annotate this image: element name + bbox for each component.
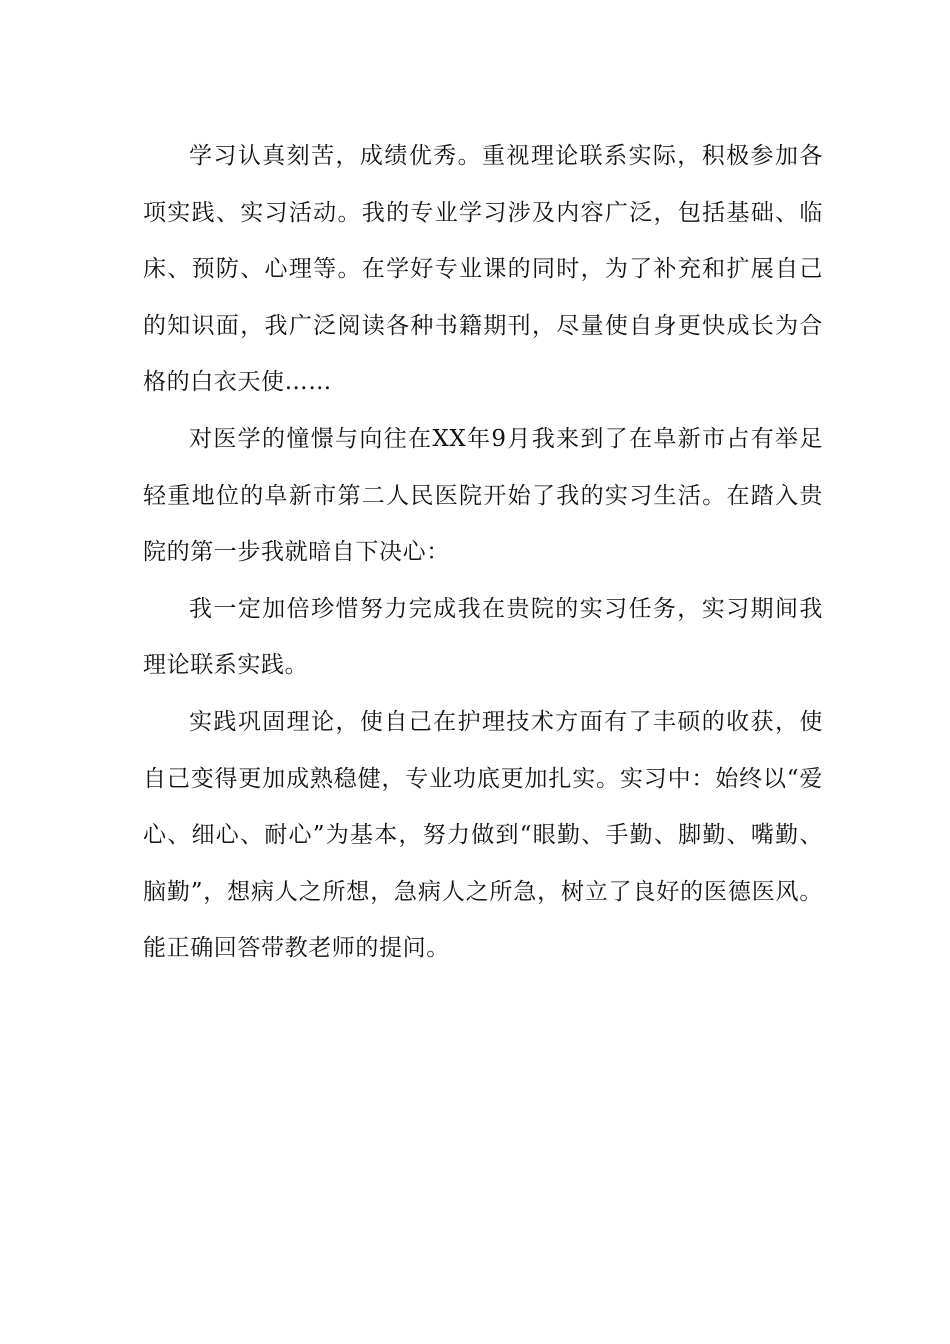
paragraph-2: 对医学的憧憬与向往在XX年9月我来到了在阜新市占有举足轻重地位的阜新市第二人民医院开始了我的实习生活。在踏入贵院的第一步我就暗自下决心： bbox=[143, 425, 823, 566]
document-body bbox=[143, 128, 823, 977]
paragraph-3: 我一定加倍珍惜努力完成我在贵院的实习任务，实习期间我理论联系实践。 bbox=[143, 595, 823, 679]
paragraph-4: 实践巩固理论，使自己在护理技术方面有了丰硕的收获，使自己变得更加成熟稳健，专业功底更加扎实。实习中：始终以“爱心、细心、耐心”为基本，努力做到“眼勤、手勤、脚勤、嘴勤、脑勤”，想病人之所想，急病人之所急，树立了良好的医德医风。能正确回答带教老师的提问。 bbox=[143, 708, 823, 962]
paragraph-1: 学习认真刻苦，成绩优秀。重视理论联系实际，积极参加各项实践、实习活动。我的专业学习涉及内容广泛，包括基础、临床、预防、心理等。在学好专业课的同时，为了补充和扩展自己的知识面，我广泛阅读各种书籍期刊，尽量使自身更快成长为合格的白衣天使…… bbox=[143, 143, 823, 396]
